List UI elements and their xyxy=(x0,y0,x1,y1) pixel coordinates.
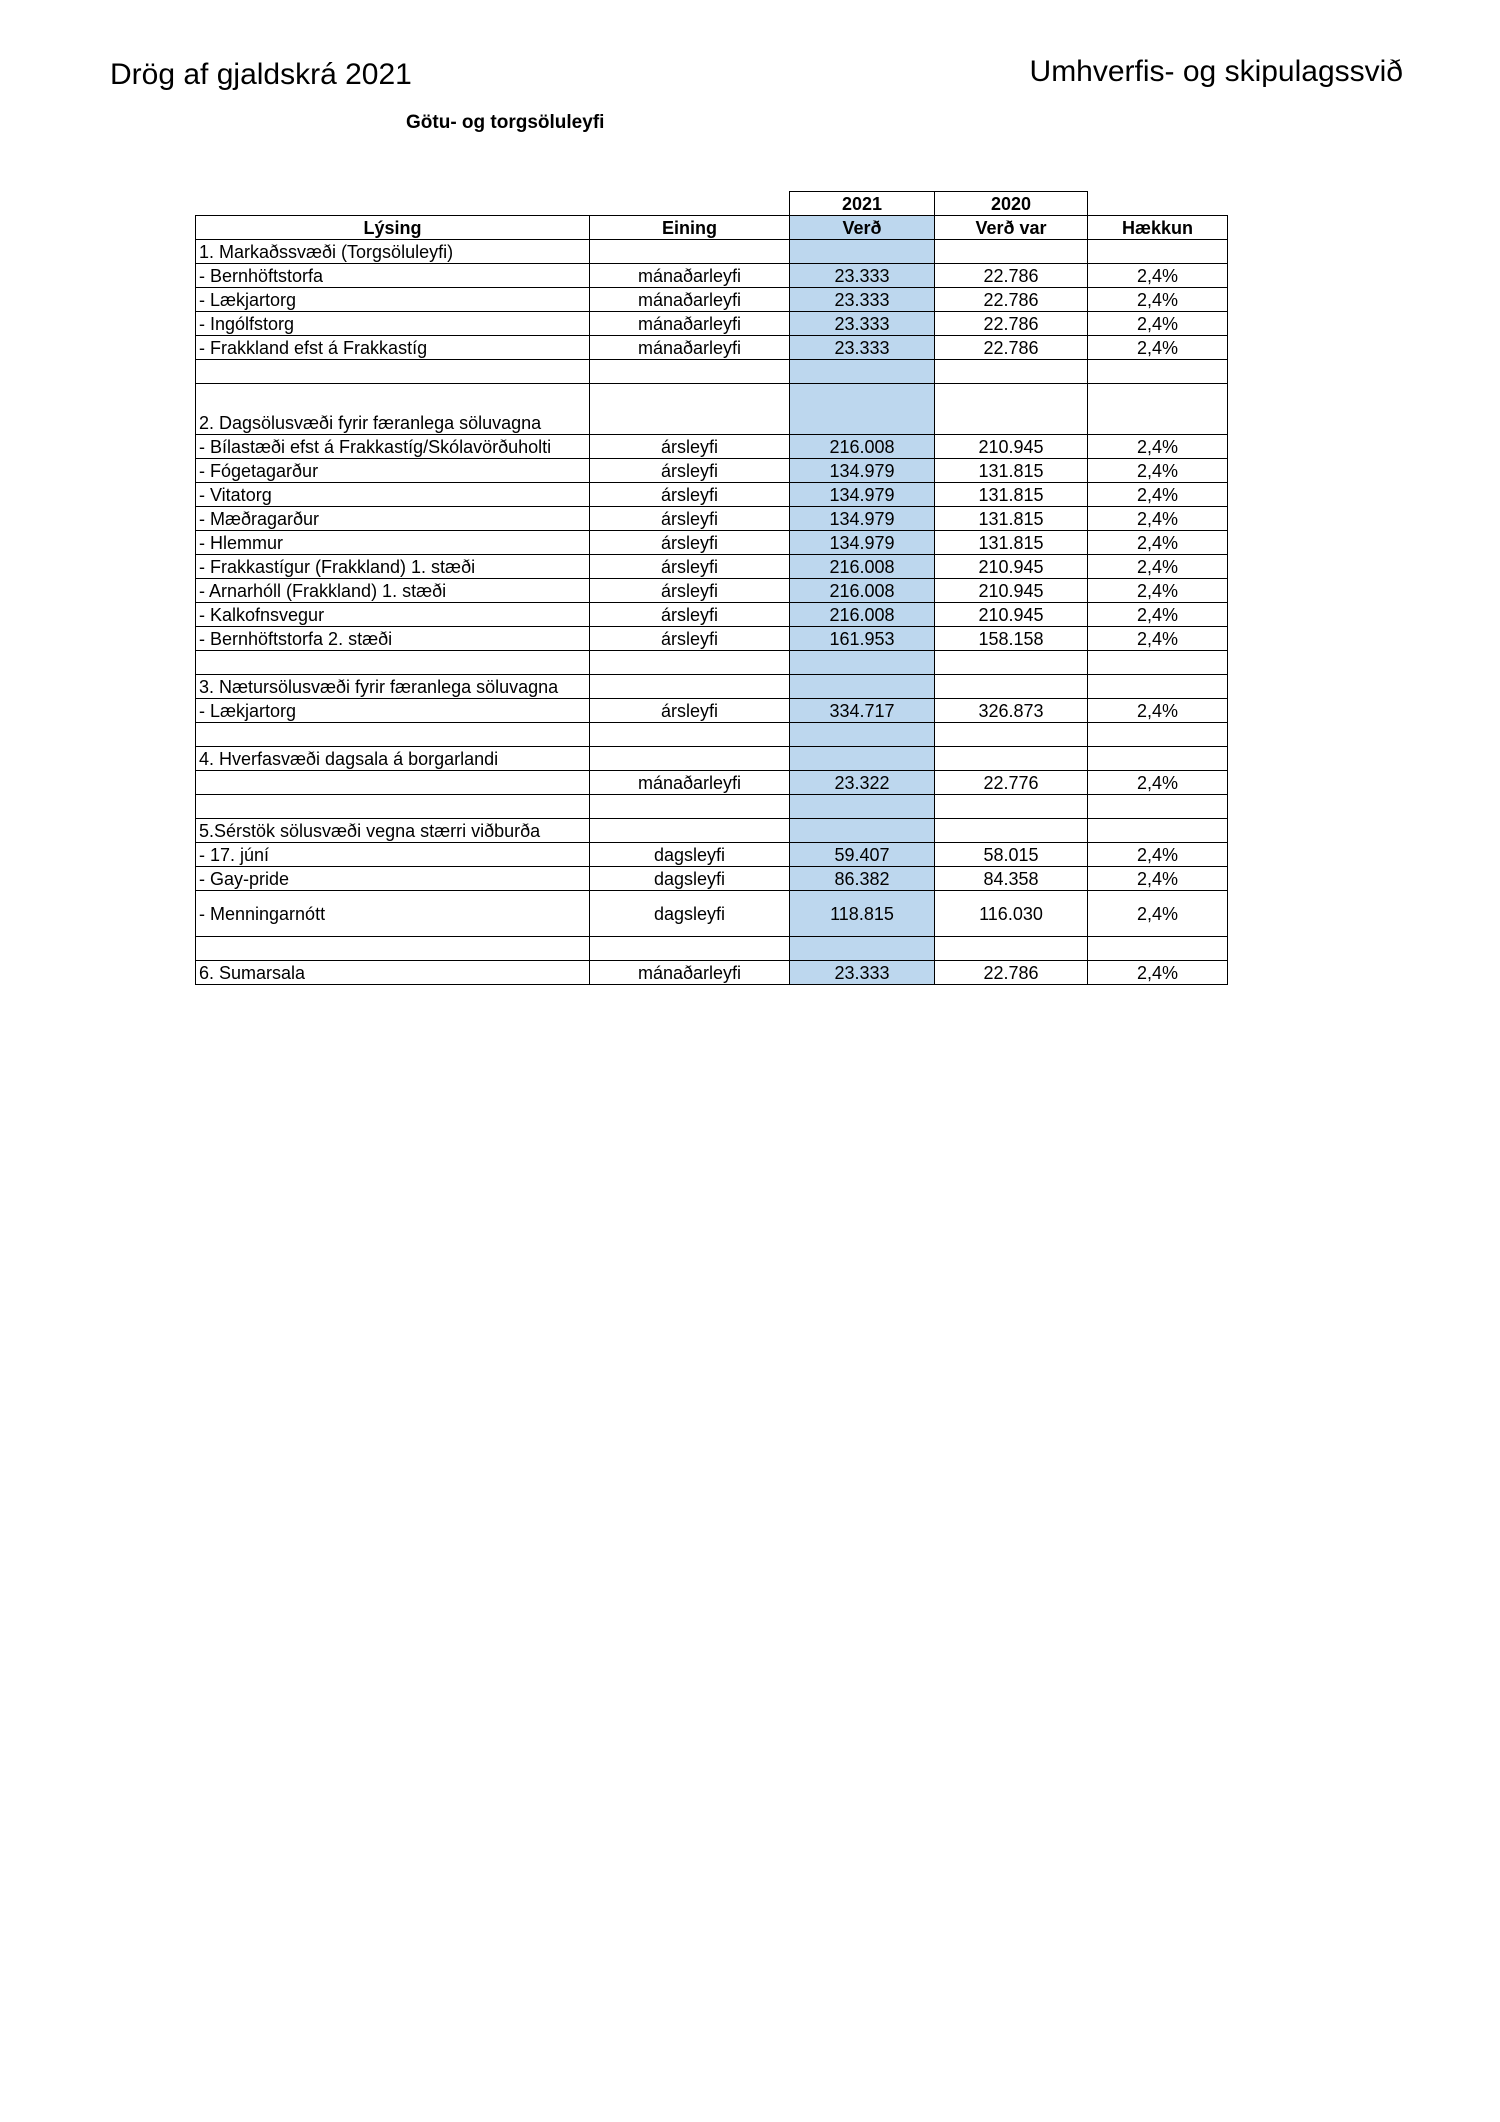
unit-cell: mánaðarleyfi xyxy=(590,336,790,360)
price-cell: 86.382 xyxy=(790,867,935,891)
column-header-row xyxy=(196,216,1228,240)
table-row xyxy=(196,360,1228,384)
previous-price-cell: 22.786 xyxy=(935,336,1088,360)
previous-price-cell xyxy=(935,360,1088,384)
description-cell: - Bernhöftstorfa xyxy=(196,264,590,288)
unit-cell: dagsleyfi xyxy=(590,891,790,937)
description-cell: - Bernhöftstorfa 2. stæði xyxy=(196,627,590,651)
price-table xyxy=(195,191,1228,985)
previous-price-cell: 22.786 xyxy=(935,961,1088,985)
price-cell: 23.322 xyxy=(790,771,935,795)
description-cell xyxy=(196,795,590,819)
description-cell: - Gay-pride xyxy=(196,867,590,891)
unit-cell: ársleyfi xyxy=(590,603,790,627)
increase-cell: 2,4% xyxy=(1088,336,1228,360)
table-row xyxy=(196,937,1228,961)
unit-cell xyxy=(590,360,790,384)
price-cell xyxy=(790,384,935,435)
description-cell xyxy=(196,360,590,384)
previous-price-cell xyxy=(935,723,1088,747)
increase-cell: 2,4% xyxy=(1088,579,1228,603)
previous-price-cell xyxy=(935,747,1088,771)
column-header-previous-price: Verð var xyxy=(935,216,1088,240)
description-cell: 3. Nætursölusvæði fyrir færanlega söluvagna xyxy=(196,675,590,699)
previous-price-cell: 210.945 xyxy=(935,555,1088,579)
table-row xyxy=(196,555,1228,579)
table-row xyxy=(196,531,1228,555)
table-row xyxy=(196,603,1228,627)
column-header-description: Lýsing xyxy=(196,216,590,240)
price-cell: 334.717 xyxy=(790,699,935,723)
column-header-price: Verð xyxy=(790,216,935,240)
description-cell xyxy=(196,937,590,961)
unit-cell: ársleyfi xyxy=(590,579,790,603)
price-cell xyxy=(790,675,935,699)
description-cell: - Fógetagarður xyxy=(196,459,590,483)
description-cell: - Frakkland efst á Frakkastíg xyxy=(196,336,590,360)
price-cell xyxy=(790,240,935,264)
unit-cell: ársleyfi xyxy=(590,435,790,459)
previous-price-cell: 326.873 xyxy=(935,699,1088,723)
year-previous: 2020 xyxy=(935,192,1088,216)
table-row xyxy=(196,771,1228,795)
price-cell: 23.333 xyxy=(790,288,935,312)
table-row xyxy=(196,459,1228,483)
previous-price-cell xyxy=(935,240,1088,264)
price-cell: 216.008 xyxy=(790,555,935,579)
document-title: Drög af gjaldskrá 2021 xyxy=(110,58,412,91)
unit-cell: dagsleyfi xyxy=(590,867,790,891)
unit-cell xyxy=(590,384,790,435)
previous-price-cell: 131.815 xyxy=(935,459,1088,483)
description-cell: 1. Markaðssvæði (Torgsöluleyfi) xyxy=(196,240,590,264)
price-cell xyxy=(790,937,935,961)
increase-cell: 2,4% xyxy=(1088,843,1228,867)
previous-price-cell xyxy=(935,384,1088,435)
previous-price-cell xyxy=(935,675,1088,699)
increase-cell xyxy=(1088,240,1228,264)
previous-price-cell: 131.815 xyxy=(935,531,1088,555)
description-cell xyxy=(196,651,590,675)
unit-cell: mánaðarleyfi xyxy=(590,312,790,336)
increase-cell: 2,4% xyxy=(1088,627,1228,651)
table-row xyxy=(196,747,1228,771)
year-header-row xyxy=(196,192,1228,216)
unit-cell xyxy=(590,937,790,961)
price-cell xyxy=(790,819,935,843)
unit-cell xyxy=(590,819,790,843)
description-cell: - Vitatorg xyxy=(196,483,590,507)
department-name: Umhverfis- og skipulagssvið xyxy=(1029,55,1403,88)
unit-cell: mánaðarleyfi xyxy=(590,961,790,985)
increase-cell: 2,4% xyxy=(1088,603,1228,627)
previous-price-cell xyxy=(935,651,1088,675)
increase-cell: 2,4% xyxy=(1088,507,1228,531)
increase-cell xyxy=(1088,795,1228,819)
description-cell: - Menningarnótt xyxy=(196,891,590,937)
column-header-unit: Eining xyxy=(590,216,790,240)
table-row xyxy=(196,675,1228,699)
section-subtitle: Götu- og torgsöluleyfi xyxy=(406,112,605,133)
previous-price-cell: 210.945 xyxy=(935,579,1088,603)
description-cell: - Bílastæði efst á Frakkastíg/Skólavörðuholti xyxy=(196,435,590,459)
increase-cell: 2,4% xyxy=(1088,312,1228,336)
price-cell: 23.333 xyxy=(790,312,935,336)
previous-price-cell xyxy=(935,819,1088,843)
price-cell: 161.953 xyxy=(790,627,935,651)
unit-cell: ársleyfi xyxy=(590,699,790,723)
table-row xyxy=(196,723,1228,747)
table-row xyxy=(196,507,1228,531)
table-row xyxy=(196,961,1228,985)
table-row xyxy=(196,384,1228,435)
unit-cell xyxy=(590,240,790,264)
increase-cell: 2,4% xyxy=(1088,867,1228,891)
description-cell: - Arnarhóll (Frakkland) 1. stæði xyxy=(196,579,590,603)
unit-cell xyxy=(590,723,790,747)
unit-cell xyxy=(590,675,790,699)
price-cell: 59.407 xyxy=(790,843,935,867)
previous-price-cell xyxy=(935,937,1088,961)
column-header-increase: Hækkun xyxy=(1088,216,1228,240)
increase-cell xyxy=(1088,675,1228,699)
table-row xyxy=(196,240,1228,264)
description-cell: - Lækjartorg xyxy=(196,288,590,312)
price-cell xyxy=(790,747,935,771)
unit-cell xyxy=(590,795,790,819)
price-cell xyxy=(790,360,935,384)
price-cell: 134.979 xyxy=(790,459,935,483)
price-cell xyxy=(790,795,935,819)
year-current: 2021 xyxy=(790,192,935,216)
description-cell: 4. Hverfasvæði dagsala á borgarlandi xyxy=(196,747,590,771)
previous-price-cell xyxy=(935,795,1088,819)
unit-cell: mánaðarleyfi xyxy=(590,288,790,312)
previous-price-cell: 22.786 xyxy=(935,312,1088,336)
increase-cell: 2,4% xyxy=(1088,483,1228,507)
previous-price-cell: 210.945 xyxy=(935,603,1088,627)
description-cell: - Lækjartorg xyxy=(196,699,590,723)
previous-price-cell: 131.815 xyxy=(935,507,1088,531)
table-row xyxy=(196,819,1228,843)
description-cell: - Kalkofnsvegur xyxy=(196,603,590,627)
increase-cell: 2,4% xyxy=(1088,531,1228,555)
description-cell: - 17. júní xyxy=(196,843,590,867)
increase-cell xyxy=(1088,723,1228,747)
increase-cell: 2,4% xyxy=(1088,435,1228,459)
previous-price-cell: 116.030 xyxy=(935,891,1088,937)
increase-cell xyxy=(1088,651,1228,675)
unit-cell: ársleyfi xyxy=(590,483,790,507)
table-row xyxy=(196,264,1228,288)
unit-cell xyxy=(590,747,790,771)
previous-price-cell: 210.945 xyxy=(935,435,1088,459)
table-row xyxy=(196,867,1228,891)
increase-cell: 2,4% xyxy=(1088,288,1228,312)
table-row xyxy=(196,627,1228,651)
increase-cell: 2,4% xyxy=(1088,459,1228,483)
unit-cell: mánaðarleyfi xyxy=(590,771,790,795)
increase-cell xyxy=(1088,360,1228,384)
price-cell: 134.979 xyxy=(790,507,935,531)
previous-price-cell: 131.815 xyxy=(935,483,1088,507)
description-cell: - Ingólfstorg xyxy=(196,312,590,336)
increase-cell: 2,4% xyxy=(1088,891,1228,937)
previous-price-cell: 84.358 xyxy=(935,867,1088,891)
previous-price-cell: 22.786 xyxy=(935,288,1088,312)
unit-cell: ársleyfi xyxy=(590,627,790,651)
price-cell: 134.979 xyxy=(790,483,935,507)
price-cell: 216.008 xyxy=(790,603,935,627)
description-cell: 6. Sumarsala xyxy=(196,961,590,985)
price-cell: 134.979 xyxy=(790,531,935,555)
unit-cell: dagsleyfi xyxy=(590,843,790,867)
table-row xyxy=(196,795,1228,819)
description-cell xyxy=(196,723,590,747)
table-row xyxy=(196,699,1228,723)
unit-cell: ársleyfi xyxy=(590,507,790,531)
description-cell: 2. Dagsölusvæði fyrir færanlega söluvagna xyxy=(196,384,590,435)
table-row xyxy=(196,483,1228,507)
price-cell: 118.815 xyxy=(790,891,935,937)
unit-cell xyxy=(590,651,790,675)
price-cell xyxy=(790,723,935,747)
table-row xyxy=(196,843,1228,867)
unit-cell: ársleyfi xyxy=(590,555,790,579)
table-row xyxy=(196,288,1228,312)
price-cell: 23.333 xyxy=(790,961,935,985)
increase-cell: 2,4% xyxy=(1088,264,1228,288)
price-cell: 216.008 xyxy=(790,579,935,603)
increase-cell: 2,4% xyxy=(1088,771,1228,795)
previous-price-cell: 22.786 xyxy=(935,264,1088,288)
increase-cell: 2,4% xyxy=(1088,555,1228,579)
unit-cell: mánaðarleyfi xyxy=(590,264,790,288)
table-row xyxy=(196,336,1228,360)
description-cell: - Hlemmur xyxy=(196,531,590,555)
table-row xyxy=(196,579,1228,603)
price-cell: 23.333 xyxy=(790,264,935,288)
description-cell: - Mæðragarður xyxy=(196,507,590,531)
unit-cell: ársleyfi xyxy=(590,459,790,483)
price-cell: 216.008 xyxy=(790,435,935,459)
increase-cell xyxy=(1088,384,1228,435)
increase-cell xyxy=(1088,747,1228,771)
previous-price-cell: 158.158 xyxy=(935,627,1088,651)
increase-cell: 2,4% xyxy=(1088,961,1228,985)
increase-cell: 2,4% xyxy=(1088,699,1228,723)
increase-cell xyxy=(1088,937,1228,961)
previous-price-cell: 22.776 xyxy=(935,771,1088,795)
price-cell: 23.333 xyxy=(790,336,935,360)
table-row xyxy=(196,651,1228,675)
table-row xyxy=(196,312,1228,336)
table-row xyxy=(196,891,1228,937)
increase-cell xyxy=(1088,819,1228,843)
unit-cell: ársleyfi xyxy=(590,531,790,555)
price-cell xyxy=(790,651,935,675)
previous-price-cell: 58.015 xyxy=(935,843,1088,867)
description-cell: 5.Sérstök sölusvæði vegna stærri viðburða xyxy=(196,819,590,843)
description-cell: - Frakkastígur (Frakkland) 1. stæði xyxy=(196,555,590,579)
table-row xyxy=(196,435,1228,459)
description-cell xyxy=(196,771,590,795)
